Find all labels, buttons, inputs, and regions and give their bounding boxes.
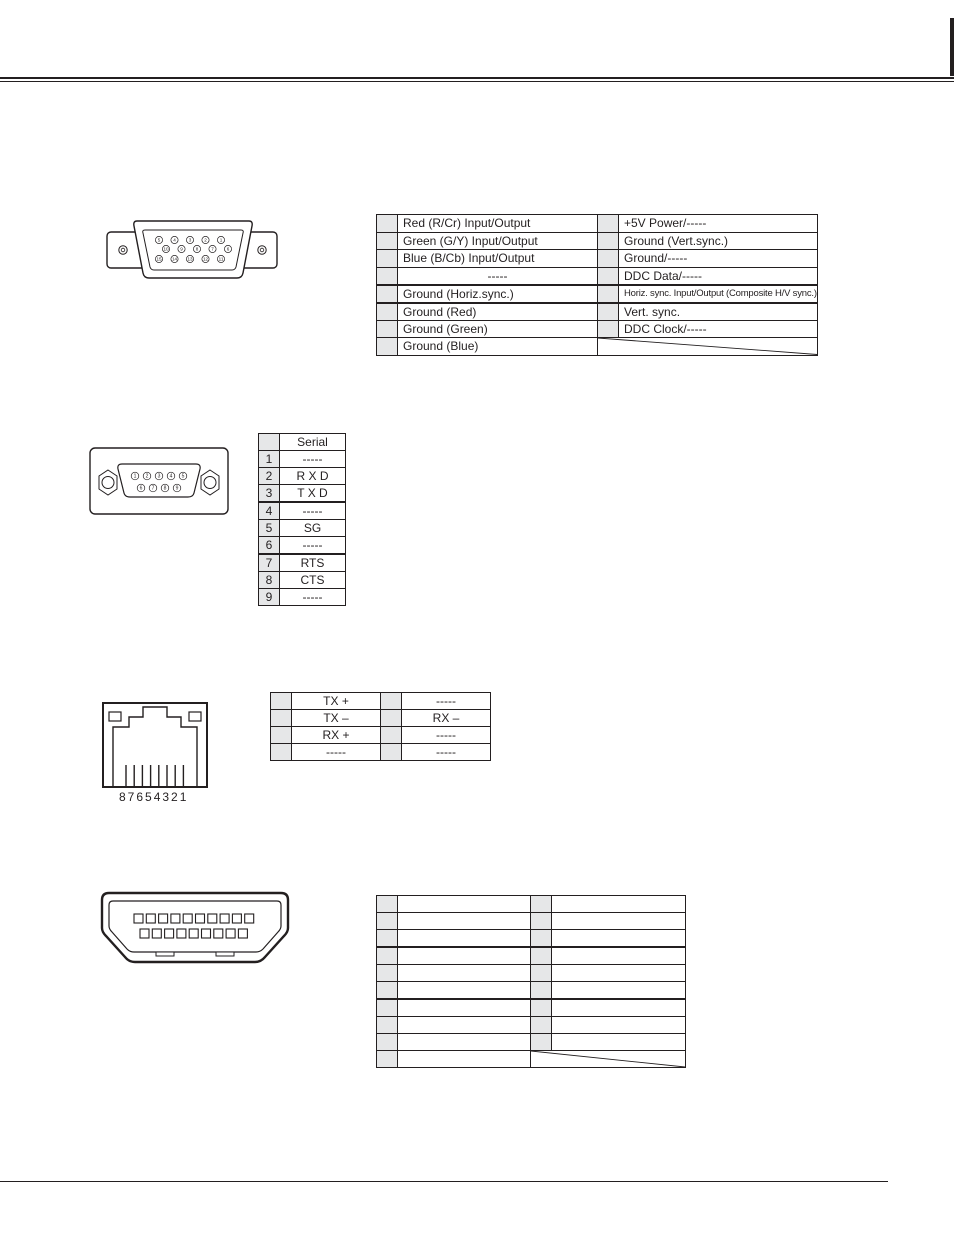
pin-signal-label [398,965,531,982]
vga-pin-row [598,320,818,338]
pin-number-text: 15 [156,256,162,262]
serial-pin-row [259,485,346,503]
pin-signal-label [398,947,531,965]
pin-number-text: 9 [180,246,183,252]
serial-pin-row [259,554,346,572]
pin-signal-label [552,947,686,965]
pin-number-cell [377,285,398,303]
serial-pin-row [259,589,346,606]
hdmi-pin-row [377,1051,531,1068]
contact-pad [202,929,211,938]
pin-signal-label: Ground (Horiz.sync.) [398,285,598,303]
hdmi-pin-table-right [530,895,686,1068]
serial-header: Serial [280,434,346,451]
footer-rule [0,1181,888,1182]
pin-signal-label: +5V Power/----- [619,215,818,233]
hdmi-pin-row [531,913,686,930]
pin-signal-label: Ground (Green) [398,320,598,338]
hdmi-pin-row [377,1034,531,1051]
hdmi-pin-row [531,965,686,982]
pin-number-cell [598,320,619,338]
pin-number-cell [381,710,402,727]
pin-number-cell [377,982,398,1000]
vga-pin-row [377,285,598,303]
vga-pin-row [598,267,818,285]
pin-number-text: 8 [195,246,199,252]
pin-number-cell: 1 [259,451,280,468]
hdmi-pin-row [377,982,531,1000]
pin-number-cell [377,232,398,250]
vga-pin-row [598,232,818,250]
pin-number-cell [377,913,398,930]
hdmi-connector-diagram [99,890,291,966]
serial-pin-row [259,502,346,520]
contact-pad [159,914,168,923]
pin-number-cell [531,1034,552,1051]
pin-signal-label: ----- [280,589,346,606]
hdmi-pin-row [531,1017,686,1034]
pin-signal-label: TX – [292,710,381,727]
contact-pad [226,929,235,938]
pin-number-cell: 7 [259,554,280,572]
pin-signal-label: SG [280,520,346,537]
pin-number-cell [271,693,292,710]
lan-pin-table [270,692,491,761]
pin-number-text: 1 [133,473,137,480]
serial-pin-row [259,572,346,589]
pin-number-text: 6 [139,485,143,492]
pin-number-text: 5 [157,237,161,243]
pin-number-cell: 6 [259,537,280,555]
pin-number-cell [271,710,292,727]
contact-pad [208,914,217,923]
header-rule-thick [0,77,954,79]
serial-pin-table [258,433,346,606]
diagonal-slash [531,1051,685,1067]
hdmi-pin-row [377,930,531,948]
pin-signal-label: RX – [402,710,491,727]
contact-pad [245,914,254,923]
pin-number-text: 3 [157,473,161,480]
contact-pad [189,929,198,938]
pin-signal-label [398,982,531,1000]
pin-number-text: 10 [163,246,169,252]
hdmi-pin-row [377,913,531,930]
pin-number-cell [377,896,398,913]
vga-pin-table-right [597,214,818,356]
empty-cell [598,338,818,356]
hdmi-empty-row [531,1051,686,1068]
pin-signal-label: Ground (Vert.sync.) [619,232,818,250]
pin-signal-label [398,999,531,1017]
lan-rj45-connector-diagram [101,701,211,791]
pin-number-cell [598,215,619,233]
pin-signal-label: T X D [280,485,346,503]
pin-number-cell: 2 [259,468,280,485]
pin-number-cell [377,215,398,233]
vga-pin-row [377,250,598,268]
hdmi-pin-row [531,982,686,1000]
pin-signal-label: ----- [398,267,598,285]
pin-signal-label [398,930,531,948]
pin-number-cell [377,1051,398,1068]
pin-signal-label [398,896,531,913]
pin-signal-label: Green (G/Y) Input/Output [398,232,598,250]
pin-number-cell [598,267,619,285]
serial-header-row [259,434,346,451]
hdmi-pin-row [377,999,531,1017]
lan-pin-order-label: 87654321 [119,790,189,804]
vga-connector-diagram [105,218,280,282]
pin-number-text: 1 [219,237,223,243]
diagonal-slash [598,338,817,355]
vga-pin-row [377,215,598,233]
pin-signal-label [552,982,686,1000]
hdmi-pin-row [531,1034,686,1051]
contact-pad [165,929,174,938]
hdmi-pin-row [531,930,686,948]
pin-signal-label [552,896,686,913]
pin-signal-label [552,913,686,930]
pin-number-text: 2 [145,473,149,480]
hdmi-pin-row [531,999,686,1017]
hdmi-pin-row [377,965,531,982]
pin-number-text: 12 [202,256,209,262]
pin-number-cell [598,232,619,250]
lan-pin-row [271,744,491,761]
pin-signal-label: ----- [280,502,346,520]
pin-signal-label [552,1017,686,1034]
lan-pin-row [271,693,491,710]
pin-number-cell [271,727,292,744]
pin-signal-label: ----- [280,537,346,555]
pin-number-cell [259,434,280,451]
pin-signal-label [398,1034,531,1051]
vga-pin-row [598,285,818,303]
pin-number-cell: 8 [259,572,280,589]
pin-number-cell [598,303,619,321]
pin-number-cell [377,965,398,982]
empty-cell [531,1051,686,1068]
contact-pad [146,914,155,923]
pin-signal-label: Red (R/Cr) Input/Output [398,215,598,233]
serial-pin-row [259,520,346,537]
contact-pad [183,914,192,923]
pin-signal-label: DDC Data/----- [619,267,818,285]
pin-number-cell: 5 [259,520,280,537]
vga-pin-row [598,250,818,268]
vga-pin-row [598,303,818,321]
vga-pin-row [598,215,818,233]
pin-number-text: 6 [226,246,230,252]
pin-signal-label: DDC Clock/----- [619,320,818,338]
vga-empty-row [598,338,818,356]
pin-number-text: 13 [187,256,193,262]
pin-number-cell [377,1034,398,1051]
pin-number-text: 5 [181,473,185,480]
pin-number-cell [598,285,619,303]
pin-signal-label: Blue (B/Cb) Input/Output [398,250,598,268]
pin-number-text: 4 [169,473,173,480]
pin-number-text: 7 [211,246,214,252]
serial-pin-row [259,451,346,468]
pin-number-cell [377,1017,398,1034]
pin-number-cell [377,999,398,1017]
hdmi-pin-row [377,947,531,965]
pin-number-cell [531,965,552,982]
pin-signal-label [398,913,531,930]
pin-signal-label [398,1051,531,1068]
pin-signal-label: Ground (Red) [398,303,598,321]
contact-pad [238,929,247,938]
hdmi-pin-row [531,947,686,965]
pin-number-cell [377,338,398,356]
lan-pin-row [271,710,491,727]
pin-number-cell [531,999,552,1017]
page-corner-mark [950,18,954,76]
pin-number-cell [377,303,398,321]
pin-number-cell [377,320,398,338]
pin-signal-label [552,930,686,948]
pin-number-cell [598,250,619,268]
pin-number-cell [531,913,552,930]
serial-pin-row [259,537,346,555]
pin-signal-label: ----- [402,727,491,744]
pin-signal-label: Ground/----- [619,250,818,268]
pin-number-cell [381,727,402,744]
pin-signal-label: Ground (Blue) [398,338,598,356]
pin-number-cell [531,930,552,948]
pin-number-cell: 9 [259,589,280,606]
hdmi-pin-row [377,1017,531,1034]
hdmi-pin-row [531,896,686,913]
pin-signal-label: TX + [292,693,381,710]
pin-number-text: 9 [175,485,179,492]
vga-pin-row [377,303,598,321]
serial-pin-row [259,468,346,485]
pin-signal-label [552,1034,686,1051]
pin-number-cell [381,744,402,761]
contact-pad [134,914,143,923]
pin-number-cell [377,250,398,268]
contact-pad [214,929,223,938]
vga-pin-row [377,232,598,250]
pin-number-cell [531,896,552,913]
pin-signal-label: CTS [280,572,346,589]
pin-number-cell: 3 [259,485,280,503]
pin-number-cell [377,930,398,948]
pin-signal-label: ----- [402,693,491,710]
pin-number-cell [377,947,398,965]
pin-number-cell [377,267,398,285]
contact-pad [220,914,229,923]
lan-pin-row [271,727,491,744]
pin-number-text: 7 [151,485,155,492]
vga-pin-table-left [376,214,598,356]
pin-signal-label: Horiz. sync. Input/Output (Composite H/V sync.) [619,285,818,303]
hdmi-pin-row [377,896,531,913]
pin-number-text: 2 [204,237,207,243]
contact-pad [152,929,161,938]
contact-pad [140,929,149,938]
serial-connector-diagram [88,446,231,516]
pin-number-text: 4 [173,237,176,243]
pin-signal-label [552,999,686,1017]
pin-number-text: 14 [171,256,178,262]
pin-number-text: 3 [188,237,192,243]
hdmi-pin-table-left [376,895,531,1068]
contact-pad [177,929,186,938]
header-rule-thin [0,81,954,82]
pin-number-text: 8 [163,485,167,492]
pin-signal-label: ----- [280,451,346,468]
pin-signal-label: ----- [292,744,381,761]
pin-number-cell [531,1017,552,1034]
contact-pad [171,914,180,923]
pin-signal-label: R X D [280,468,346,485]
pin-number-cell [271,744,292,761]
pin-signal-label: RX + [292,727,381,744]
pin-number-text: 11 [218,256,224,262]
pin-number-cell [531,982,552,1000]
pin-signal-label [398,1017,531,1034]
vga-pin-row [377,267,598,285]
pin-signal-label: Vert. sync. [619,303,818,321]
contact-pad [232,914,241,923]
vga-pin-row [377,338,598,356]
pin-signal-label: RTS [280,554,346,572]
pin-signal-label [552,965,686,982]
contact-pad [196,914,205,923]
pin-signal-label: ----- [402,744,491,761]
vga-pin-row [377,320,598,338]
pin-number-cell [381,693,402,710]
pin-number-cell: 4 [259,502,280,520]
pin-number-cell [531,947,552,965]
